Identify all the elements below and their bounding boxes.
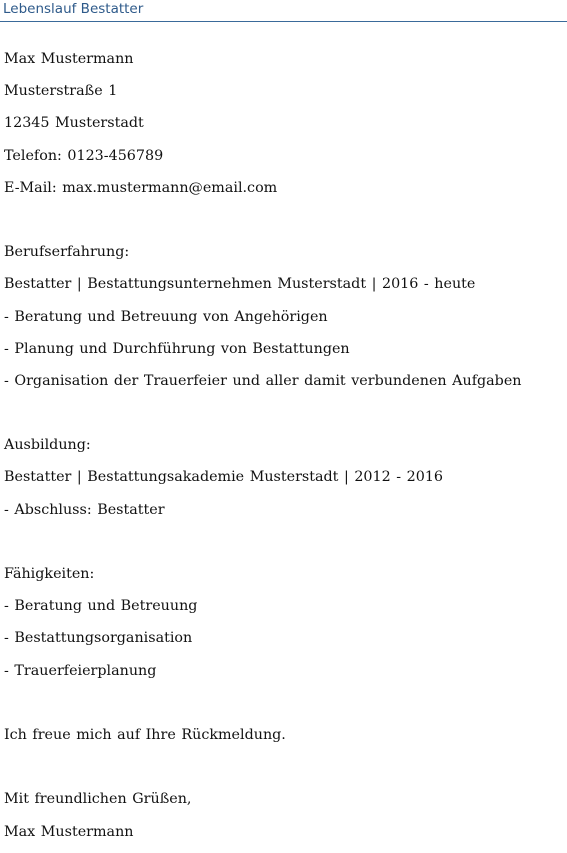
education-entry: Bestatter | Bestattungsakademie Musterstadt | 2012 - 2016	[4, 469, 444, 486]
experience-item: - Organisation der Trauerfeier und aller damit verbundenen Aufgaben	[4, 372, 522, 389]
closing-signature: Max Mustermann	[4, 823, 134, 840]
experience-heading: Berufserfahrung:	[4, 244, 130, 261]
skills-item: - Trauerfeierplanung	[4, 662, 157, 679]
experience-item: - Beratung und Betreuung von Angehörigen	[4, 308, 328, 325]
page-header	[0, 0, 567, 23]
education-heading: Ausbildung:	[4, 437, 91, 454]
header-divider	[0, 21, 567, 22]
contact-phone: Telefon: 0123-456789	[4, 147, 164, 164]
skills-item: - Beratung und Betreuung	[4, 598, 198, 615]
document-body	[4, 48, 559, 853]
header-title: Lebenslauf Bestatter	[3, 1, 144, 17]
section-spacer	[4, 692, 559, 724]
contact-name: Max Mustermann	[4, 51, 134, 67]
closing-section	[4, 724, 559, 853]
experience-position: Bestatter | Bestattungsunternehmen Musterstadt | 2016 - heute	[4, 276, 476, 293]
section-spacer	[4, 209, 559, 241]
contact-street: Musterstraße 1	[4, 83, 118, 100]
section-spacer	[4, 756, 559, 788]
contact-city: 12345 Musterstadt	[4, 115, 144, 132]
education-section	[4, 434, 559, 531]
skills-item: - Bestattungsorganisation	[4, 630, 193, 647]
section-spacer	[4, 402, 559, 434]
experience-section	[4, 241, 559, 402]
skills-section	[4, 563, 559, 692]
contact-email: E-Mail: max.mustermann@email.com	[4, 179, 278, 196]
contact-block	[4, 48, 559, 209]
education-item: - Abschluss: Bestatter	[4, 501, 165, 518]
closing-text: Ich freue mich auf Ihre Rückmeldung.	[4, 726, 286, 743]
skills-heading: Fähigkeiten:	[4, 566, 95, 582]
section-spacer	[4, 531, 559, 563]
closing-greeting: Mit freundlichen Grüßen,	[4, 791, 192, 808]
experience-item: - Planung und Durchführung von Bestattungen	[4, 340, 350, 357]
